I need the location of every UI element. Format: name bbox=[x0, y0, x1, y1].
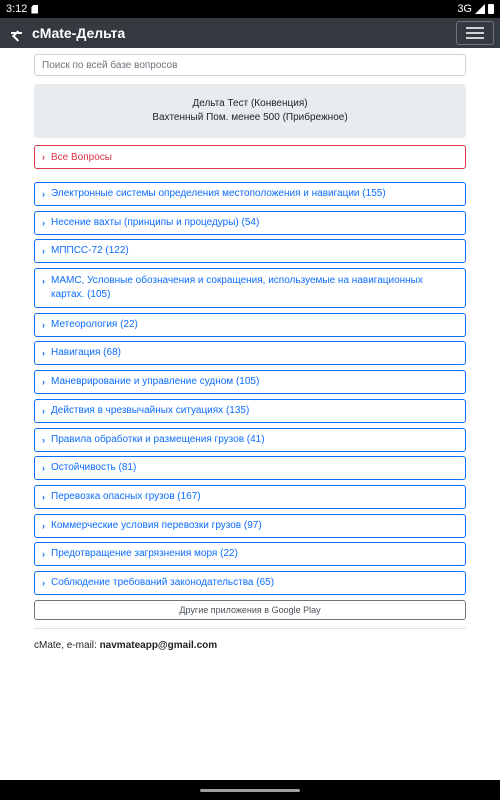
category-list bbox=[34, 182, 466, 595]
app-title: cMate-Дельта bbox=[32, 25, 126, 41]
category-item[interactable] bbox=[34, 542, 466, 566]
category-label: Соблюдение требований законодательства (65) bbox=[51, 576, 275, 588]
menu-button[interactable] bbox=[456, 21, 494, 45]
category-item[interactable] bbox=[34, 428, 466, 452]
chevron-right-icon: › bbox=[42, 405, 45, 416]
search-input[interactable] bbox=[34, 54, 466, 76]
category-label: Несение вахты (принципы и процедуры) (54) bbox=[51, 216, 260, 228]
battery-icon bbox=[488, 4, 494, 14]
category-item[interactable] bbox=[34, 211, 466, 235]
footer-prefix: cMate, e-mail: bbox=[34, 639, 100, 651]
category-label: Правила обработки и размещения грузов (41) bbox=[51, 433, 265, 445]
category-item[interactable] bbox=[34, 571, 466, 595]
signal-icon bbox=[475, 4, 485, 14]
footer bbox=[34, 640, 466, 651]
divider bbox=[34, 628, 466, 629]
all-questions-label: Все Вопросы bbox=[51, 151, 112, 163]
chevron-right-icon: › bbox=[42, 246, 45, 257]
hamburger-icon-line bbox=[466, 32, 484, 34]
category-label: Остойчивость (81) bbox=[51, 462, 137, 474]
chevron-right-icon: › bbox=[42, 319, 45, 330]
category-label: Предотвращение загрязнения моря (22) bbox=[51, 548, 238, 560]
category-label: Электронные системы определения местоположения и навигации (155) bbox=[51, 188, 386, 199]
chevron-right-icon: › bbox=[42, 434, 45, 445]
category-item[interactable] bbox=[34, 456, 466, 480]
other-apps-button[interactable]: Другие приложения в Google Play bbox=[34, 600, 466, 620]
category-label: Маневрирование и управление судном (105) bbox=[51, 376, 260, 388]
app-bar bbox=[0, 18, 500, 48]
category-label: Навигация (68) bbox=[51, 347, 121, 359]
navigation-bar bbox=[0, 780, 500, 800]
category-label: Коммерческие условия перевозки грузов (97) bbox=[51, 519, 262, 531]
chevron-right-icon: › bbox=[42, 491, 45, 502]
sd-card-icon bbox=[31, 5, 38, 14]
chevron-right-icon: › bbox=[42, 348, 45, 359]
hamburger-icon-line bbox=[466, 27, 484, 29]
back-arrow-icon[interactable] bbox=[6, 23, 26, 43]
chevron-right-icon: › bbox=[42, 189, 45, 199]
category-item[interactable] bbox=[34, 514, 466, 538]
category-item[interactable] bbox=[34, 313, 466, 337]
hamburger-icon-line bbox=[466, 37, 484, 39]
main-content bbox=[34, 54, 466, 651]
category-label: Метеорология (22) bbox=[51, 318, 138, 330]
chevron-right-icon: › bbox=[42, 377, 45, 388]
category-item[interactable] bbox=[34, 239, 466, 263]
chevron-right-icon: › bbox=[42, 549, 45, 560]
category-item[interactable] bbox=[34, 268, 466, 308]
category-item[interactable] bbox=[34, 485, 466, 509]
chevron-right-icon: › bbox=[42, 217, 45, 228]
test-subtitle: Вахтенный Пом. менее 500 (Прибрежное) bbox=[152, 112, 348, 123]
category-label: Перевозка опасных грузов (167) bbox=[51, 490, 201, 502]
chevron-right-icon: › bbox=[42, 276, 45, 287]
category-item[interactable] bbox=[34, 399, 466, 423]
test-info-box bbox=[34, 84, 466, 138]
category-item[interactable] bbox=[34, 182, 466, 206]
footer-email-link[interactable]: navmateapp@gmail.com bbox=[99, 639, 218, 651]
chevron-right-icon: › bbox=[42, 577, 45, 588]
status-bar bbox=[0, 0, 500, 18]
category-item[interactable] bbox=[34, 370, 466, 394]
test-title: Дельта Тест (Конвенция) bbox=[192, 98, 308, 109]
chevron-right-icon: › bbox=[42, 152, 45, 162]
home-handle[interactable] bbox=[200, 789, 300, 792]
category-label: МАМС, Условные обозначения и сокращения, используемые на навигационных картах. (105) bbox=[51, 275, 423, 301]
chevron-right-icon: › bbox=[42, 520, 45, 531]
category-label: Действия в чрезвычайных ситуациях (135) bbox=[51, 404, 250, 416]
chevron-right-icon: › bbox=[42, 463, 45, 474]
category-item[interactable] bbox=[34, 341, 466, 365]
all-questions-button[interactable] bbox=[34, 145, 466, 169]
status-time: 3:12 bbox=[6, 3, 28, 15]
network-type: 3G bbox=[457, 3, 472, 15]
category-label: МППСС-72 (122) bbox=[51, 245, 129, 257]
